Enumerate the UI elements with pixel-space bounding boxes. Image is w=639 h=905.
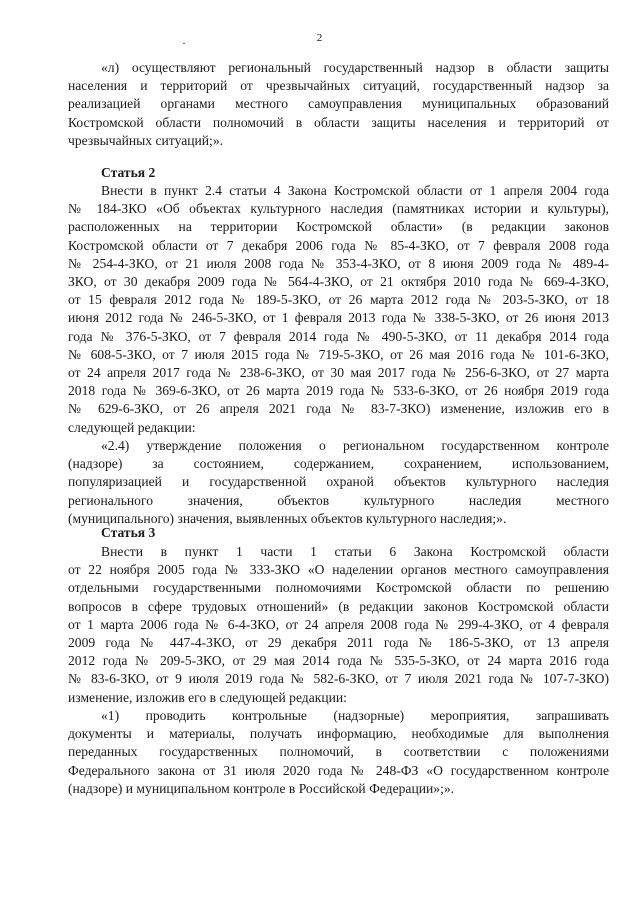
article-3-line: отдельными государственными полномочиями Костромской области по решению [68, 580, 609, 596]
article-2-quote-line: «2.4) утверждение положения о региональном государственном контроле [101, 438, 609, 453]
article-3-line: от 22 ноября 2005 года № 333-ЗКО «О наделении органов местного самоуправления [68, 562, 609, 578]
article-2-quote-line: (муниципального) значения, выявленных объектов культурного наследия;». [68, 510, 507, 526]
page-number: 2 [316, 32, 323, 44]
article-2-quote [68, 437, 609, 528]
article-2-line: № 629-6-ЗКО, от 26 апреля 2021 года № 83-7-ЗКО) изменение, изложив его в [68, 401, 609, 417]
article-2-line: от 24 апреля 2017 года № 238-6-ЗКО, от 30 мая 2017 года № 256-6-ЗКО, от 27 марта [68, 365, 609, 381]
article-2-line: № 608-5-ЗКО, от 7 июля 2015 года № 719-5-ЗКО, от 26 мая 2016 года № 101-6-ЗКО, [68, 346, 609, 362]
intro-paragraph [68, 59, 609, 150]
article-2-line: следующей редакции: [68, 419, 196, 435]
article-3-line: вопросов в сфере трудовых отношений» (в редакции законов Костромской области [68, 598, 609, 614]
article-2-quote-line: популяризацией и государственной охраной объектов культурного наследия [68, 474, 609, 490]
article-3-line: № 83-6-ЗКО, от 9 июля 2019 года № 582-6-ЗКО, от 7 июля 2021 года № 107-7-ЗКО) [68, 671, 609, 687]
article-2-line: 2018 года № 369-6-ЗКО, от 26 марта 2019 года № 533-6-ЗКО, от 26 ноября 2019 года [68, 383, 609, 399]
article-3-quote-line: документы и материалы, получать информацию, необходимые для выполнения [68, 726, 609, 742]
article-2-line: года № 376-5-ЗКО, от 7 февраля 2014 года № 490-5-ЗКО, от 11 декабря 2014 года [68, 328, 609, 344]
article-3-line: изменение, изложив его в следующей редакции: [68, 689, 347, 705]
intro-line: реализацией органами местного самоуправления муниципальных образований [68, 96, 609, 112]
article-2-line: от 15 февраля 2012 года № 189-5-ЗКО, от 26 марта 2012 года № 203-5-ЗКО, от 18 [68, 292, 609, 308]
intro-line: населения и территорий от чрезвычайных ситуаций, государственный надзор за [68, 78, 609, 94]
article-3-quote-line: Федерального закона от 31 июля 2020 года № 248-ФЗ «О государственном контроле [68, 762, 609, 778]
article-2-body [68, 182, 609, 437]
article-2-heading: Статья 2 [101, 165, 156, 180]
article-2-line: № 184-ЗКО «Об объектах культурного наследия (памятниках истории и культуры), [68, 201, 609, 217]
article-2-line: № 254-4-ЗКО, от 21 июля 2008 года № 353-4-ЗКО, от 8 июня 2009 года № 489-4- [68, 255, 609, 271]
intro-line: Костромской области полномочий в области защиты населения и территорий от [68, 114, 609, 130]
article-2-line: ЗКО, от 30 декабря 2009 года № 564-4-ЗКО, от 21 октября 2010 года № 669-4-ЗКО, [68, 274, 609, 290]
article-2-quote-line: (надзоре) за состоянием, содержанием, сохранением, использованием, [68, 456, 609, 472]
article-2-quote-line: регионального значения, объектов культурного наследия местного [68, 492, 609, 508]
article-3-quote-line: переданных государственных полномочий, в соответствии с положениями [68, 744, 609, 760]
article-2-line: расположенных на территории Костромской области» (в редакции законов [68, 219, 609, 235]
article-3-line: 2009 года № 447-4-ЗКО, от 29 декабря 2011 года № 186-5-ЗКО, от 13 апреля [68, 635, 609, 651]
article-3-line: Внести в пункт 1 части 1 статьи 6 Закона Костромской области [101, 544, 609, 559]
article-3-line: 2012 года № 209-5-ЗКО, от 29 мая 2014 года № 535-5-ЗКО, от 24 марта 2016 года [68, 653, 609, 669]
article-2-line: Костромской области от 7 декабря 2006 года № 85-4-ЗКО, от 7 февраля 2008 года [68, 237, 609, 253]
article-3-quote [68, 707, 609, 798]
article-3-quote-line: (надзоре) и муниципальном контроле в Российской Федерации»;». [68, 780, 455, 796]
article-3-heading: Статья 3 [101, 525, 156, 540]
article-3-quote-line: «1) проводить контрольные (надзорные) мероприятия, запрашивать [101, 708, 609, 723]
article-2-line: Внести в пункт 2.4 статьи 4 Закона Костромской области от 1 апреля 2004 года [101, 183, 609, 198]
scan-speck: · [182, 36, 186, 50]
article-3-body [68, 543, 609, 707]
intro-line: «л) осуществляют региональный государственный надзор в области защиты [101, 60, 609, 75]
article-2-line: июня 2012 года № 246-5-ЗКО, от 1 февраля 2013 года № 338-5-ЗКО, от 26 июня 2013 [68, 310, 609, 326]
article-3-line: от 1 марта 2006 года № 6-4-ЗКО, от 24 апреля 2008 года № 299-4-ЗКО, от 4 февраля [68, 616, 609, 632]
intro-line: чрезвычайных ситуаций;». [68, 132, 224, 148]
